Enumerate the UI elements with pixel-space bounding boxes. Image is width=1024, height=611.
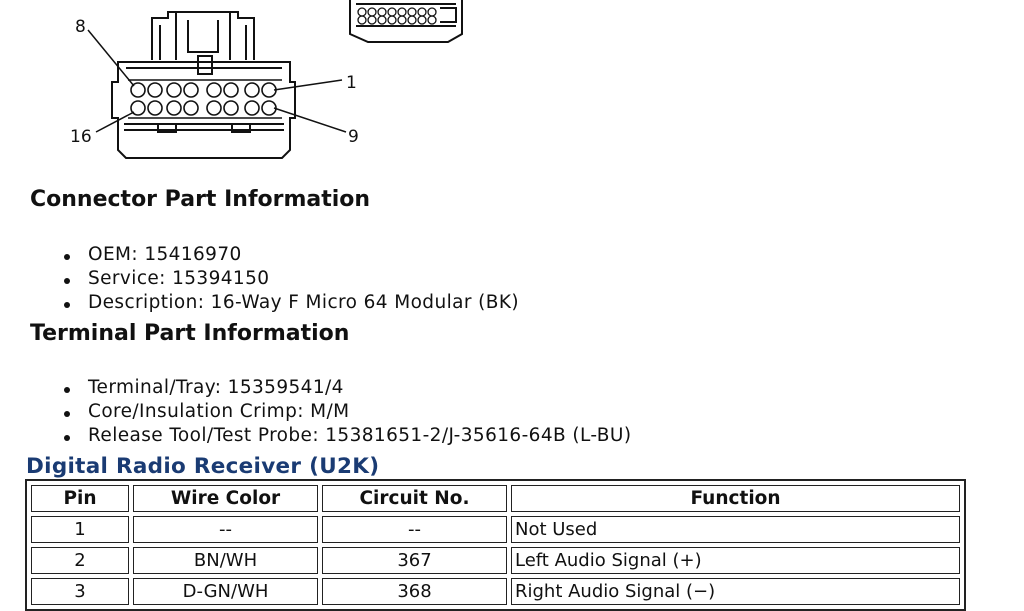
pin-label-9: 9: [348, 127, 359, 147]
connector-part-list: [58, 243, 519, 315]
connector-diagram: [0, 0, 520, 170]
cell-circuit-no: --: [322, 516, 507, 543]
pin-label-16: 16: [70, 127, 92, 147]
cell-circuit-no: 368: [322, 578, 507, 605]
pin-label-8: 8: [75, 17, 86, 37]
cell-pin: 3: [31, 578, 129, 605]
list-item-terminal-tray: Terminal/Tray: 15359541/4: [58, 376, 631, 400]
pin-table: [25, 479, 966, 611]
list-item-crimp: Core/Insulation Crimp: M/M: [58, 400, 631, 424]
connector-drawing: [0, 0, 520, 170]
cell-wire-color: BN/WH: [133, 547, 318, 574]
cell-wire-color: D-GN/WH: [133, 578, 318, 605]
cell-function: Left Audio Signal (+): [511, 547, 960, 574]
cell-function: Right Audio Signal (−): [511, 578, 960, 605]
header-circuit-no: Circuit No.: [322, 485, 507, 512]
table-row: [31, 547, 960, 574]
table-header-row: [31, 485, 960, 512]
header-pin: Pin: [31, 485, 129, 512]
cell-function: Not Used: [511, 516, 960, 543]
cell-pin: 2: [31, 547, 129, 574]
pin-table-title: Digital Radio Receiver (U2K): [26, 454, 380, 479]
list-item-service: Service: 15394150: [58, 267, 519, 291]
connector-part-heading: Connector Part Information: [30, 187, 371, 212]
header-function: Function: [511, 485, 960, 512]
list-item-release-tool: Release Tool/Test Probe: 15381651-2/J-35616-64B (L-BU): [58, 424, 631, 448]
cell-circuit-no: 367: [322, 547, 507, 574]
table-row: [31, 516, 960, 543]
terminal-part-heading: Terminal Part Information: [30, 321, 350, 346]
table-row: [31, 578, 960, 605]
list-item-description: Description: 16-Way F Micro 64 Modular (BK): [58, 291, 519, 315]
terminal-part-list: [58, 376, 631, 448]
cell-wire-color: --: [133, 516, 318, 543]
pin-label-1: 1: [346, 73, 357, 93]
list-item-oem: OEM: 15416970: [58, 243, 519, 267]
header-wire-color: Wire Color: [133, 485, 318, 512]
cell-pin: 1: [31, 516, 129, 543]
